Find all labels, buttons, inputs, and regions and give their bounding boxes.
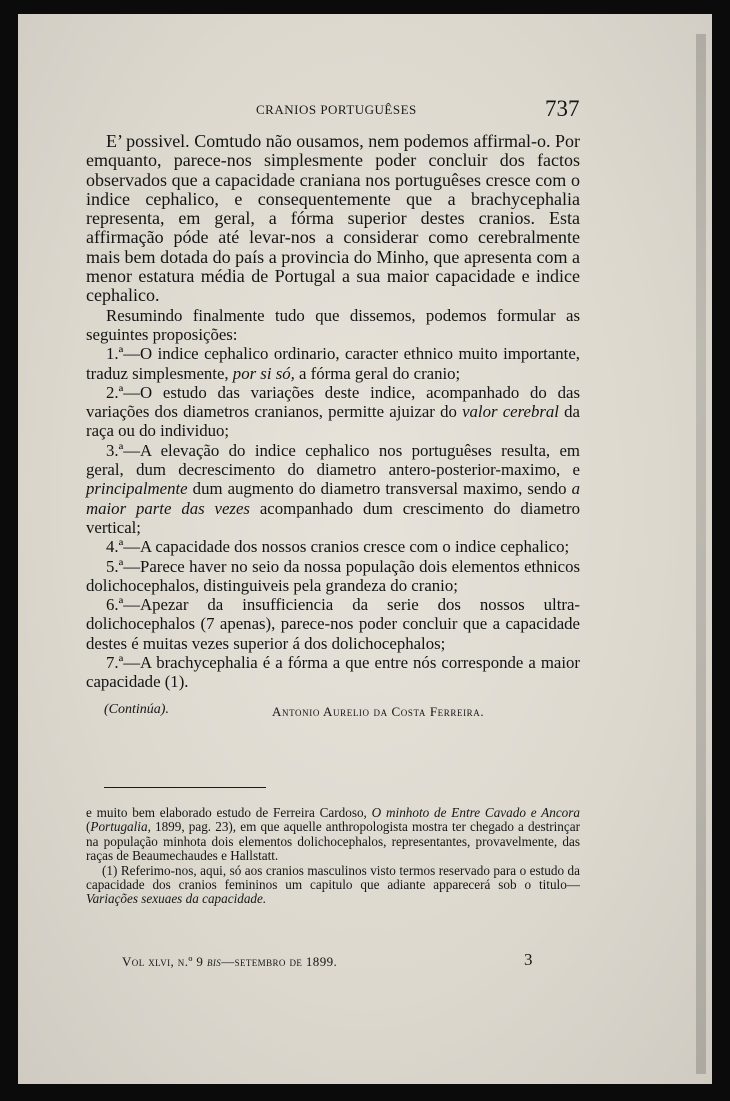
page-header (18, 96, 712, 132)
page-sheet (18, 14, 712, 1084)
proposition-4: 4.ª—A capacidade dos nossos cranios cresce com o indice cephalico; (106, 537, 570, 557)
page-footer (86, 950, 580, 978)
proposition-1: 1.ª—O indice cephalico ordinario, caracter ethnico muito importante, traduz simplesmente, por si só, a fórma geral do cranio; (86, 344, 580, 383)
proposition-5: 5.ª—Parece haver no seio da nossa população dois elementos ethnicos dolichocephalos, distinguiveis pela grandeza do cranio; (86, 556, 580, 595)
page-number: 737 (545, 96, 580, 121)
proposition-6: 6.ª—Apezar da insufficiencia da serie dos nossos ultra-dolichocephalos (7 apenas), parece-nos poder concluir que a capacidade destes é muitas vezes superior á dos dolichocephalos; (86, 595, 580, 653)
continua-note: (Continúa). (104, 701, 169, 717)
paragraph-summary-intro: Resumindo finalmente tudo que dissemos, podemos formular as seguintes proposições: (86, 305, 580, 344)
signature-mark: 3 (524, 950, 533, 969)
proposition-7: 7.ª—A brachycephalia é a fórma a que entre nós corresponde a maior capacidade (1). (86, 653, 580, 692)
footnote-continued: e muito bem elaborado estudo de Ferreira Cardoso, O minhoto de Entre Cavado e Ancora (Portugalia, 1899, pag. 23), em que aquelle anthropologista mostra ter chegado a destrinçar na população minhota dois elementos dolichocephalos, representantes, provavelmente, das raças de Beaumechaudes e Hallstatt. (86, 805, 581, 864)
proposition-2: 2.ª—O estudo das variações deste indice, acompanhado do das variações dos diametros cranianos, permitte ajuizar do valor cerebral da raça ou do individuo; (86, 382, 580, 441)
signature-row (86, 698, 580, 730)
scan-shadow (696, 34, 706, 1074)
main-text (86, 132, 580, 730)
issue-line: Vol xlvi, n.º 9 bis—setembro de 1899. (122, 954, 338, 969)
running-title: CRANIOS PORTUGUÊSES (256, 102, 417, 117)
proposition-3: 3.ª—A elevação do indice cephalico nos portuguêses resulta, em geral, dum decrescimento do diametro antero-posterior-maximo, e principalmente dum augmento do diametro transversal maximo, sendo a maior parte das vezes acompanhado dum crescimento do diametro vertical; (86, 440, 580, 537)
footnote-divider (104, 787, 266, 788)
author-name: Antonio Aurelio da Costa Ferreira. (272, 703, 485, 719)
paragraph-conclusion: E’ possivel. Comtudo não ousamos, nem podemos affirmal-o. Por emquanto, parece-nos simplesmente poder concluir dos factos observados que a capacidade craniana nos portuguêses cresce com o indice cephalico, e consequentemente que a brachycephalia representa, em geral, a fórma superior destes cranios. Esta affirmação póde até levar-nos a considerar como cerebralmente mais bem dotada do país a provincia do Minho, que apresenta com a menor estatura média de Portugal a sua maior capacidade e indice cephalico. (86, 131, 580, 306)
footnote-1: (1) Referimo-nos, aqui, só aos cranios masculinos visto termos reservado para o estudo da capacidade dos cranios femininos um capitulo que adiante apparecerá sob o titulo—Variações sexuaes da capacidade. (86, 862, 580, 907)
footnotes (86, 806, 580, 907)
